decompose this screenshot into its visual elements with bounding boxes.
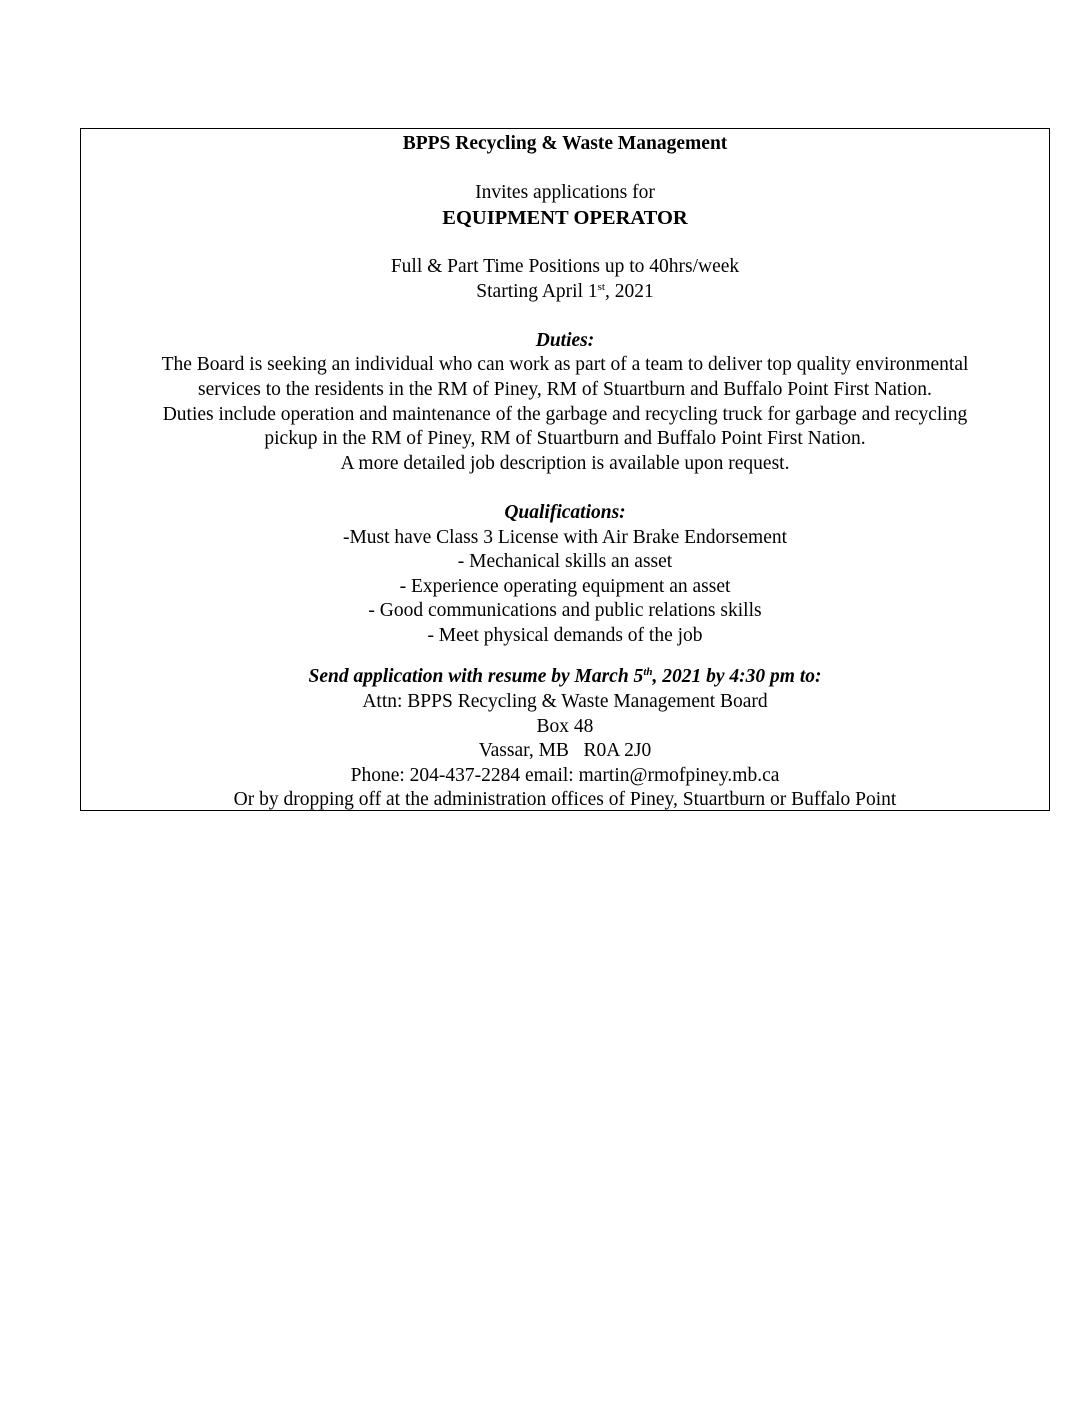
organization-name: BPPS Recycling & Waste Management: [402, 133, 728, 154]
send-application-heading: Send application with resume by March 5th, 2021 by 4:30 pm to:: [308, 666, 822, 688]
address-line: Vassar, MB R0A 2J0: [478, 740, 652, 762]
duties-heading: Duties:: [535, 329, 595, 351]
duties-line: A more detailed job description is available upon request.: [340, 452, 790, 474]
job-posting-box: [80, 128, 1050, 811]
duties-line: The Board is seeking an individual who can work as part of a team to deliver top quality environmental: [161, 354, 969, 376]
duties-line: Duties include operation and maintenance of the garbage and recycling truck for garbage and recycling: [162, 403, 968, 425]
qualification-item: - Mechanical skills an asset: [457, 551, 673, 573]
position-title: EQUIPMENT OPERATOR: [442, 206, 688, 229]
duties-line: pickup in the RM of Piney, RM of Stuartburn and Buffalo Point First Nation.: [264, 428, 866, 450]
duties-line: services to the residents in the RM of Piney, RM of Stuartburn and Buffalo Point First Nation.: [198, 378, 932, 400]
qualification-item: -Must have Class 3 License with Air Brake Endorsement: [342, 526, 788, 548]
invites-text: Invites applications for: [475, 182, 655, 204]
qualification-item: - Good communications and public relations skills: [368, 600, 762, 622]
qualifications-heading: Qualifications:: [504, 501, 626, 523]
attention-line: Attn: BPPS Recycling & Waste Management Board: [362, 691, 768, 713]
start-date: Starting April 1st, 2021: [476, 280, 654, 302]
phone-email-line: Phone: 204-437-2284 email: martin@rmofpiney.mb.ca: [350, 764, 780, 786]
dropoff-line: Or by dropping off at the administration offices of Piney, Stuartburn or Buffalo Point: [233, 789, 897, 811]
box-line: Box 48: [536, 715, 594, 737]
qualification-item: - Meet physical demands of the job: [427, 624, 703, 646]
hours-text: Full & Part Time Positions up to 40hrs/week: [390, 255, 740, 277]
qualification-item: - Experience operating equipment an asset: [399, 575, 731, 597]
